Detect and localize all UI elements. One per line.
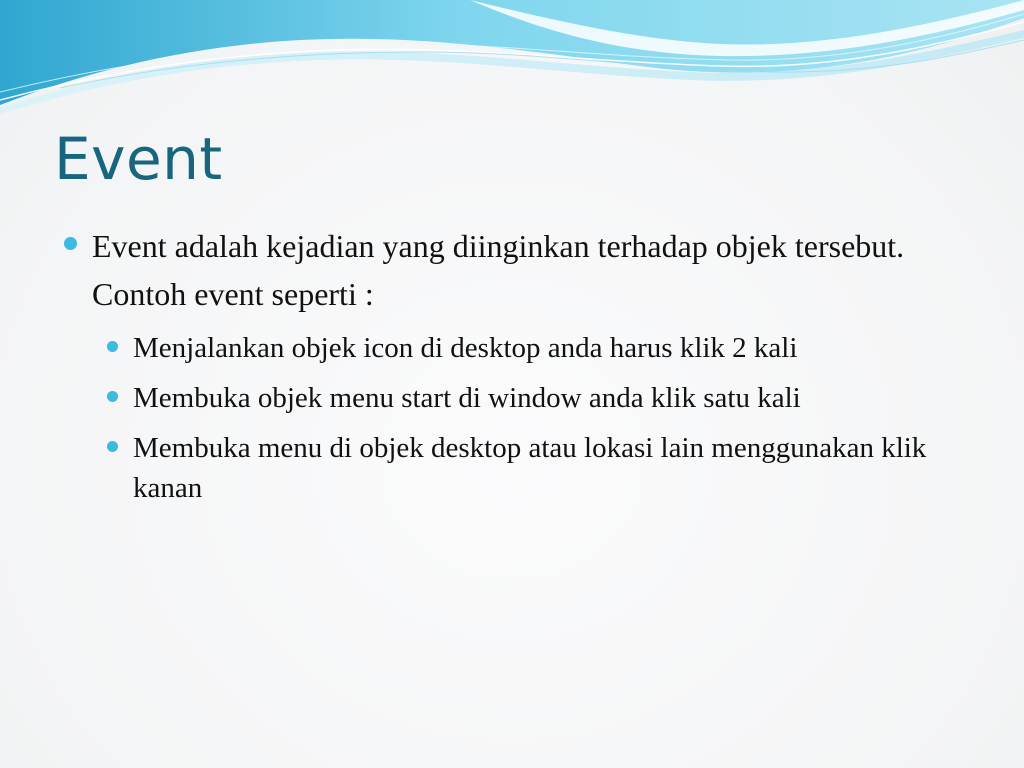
bullet-dot-icon: [107, 341, 118, 352]
bullet-dot-icon: [107, 391, 118, 402]
sub-bullet-item: [62, 378, 962, 418]
sub-bullet-item: [62, 428, 962, 508]
sub-bullet-text: Menjalankan objek icon di desktop anda harus klik 2 kali: [133, 332, 798, 364]
sub-bullet-text: Membuka objek menu start di window anda klik satu kali: [133, 382, 801, 414]
sub-bullet-item: [62, 328, 962, 368]
bullet-item: [62, 222, 962, 318]
bullet-dot-icon: [107, 441, 118, 452]
slide-title: Event: [54, 125, 223, 193]
bullet-text: Event adalah kejadian yang diinginkan terhadap objek tersebut. Contoh event seperti :: [92, 228, 905, 312]
bullet-dot-icon: [64, 237, 77, 250]
bullet-list: [62, 222, 962, 518]
header-wave-decoration: [0, 0, 1024, 130]
sub-bullet-text: Membuka menu di objek desktop atau lokasi lain menggunakan klik kanan: [133, 432, 927, 504]
